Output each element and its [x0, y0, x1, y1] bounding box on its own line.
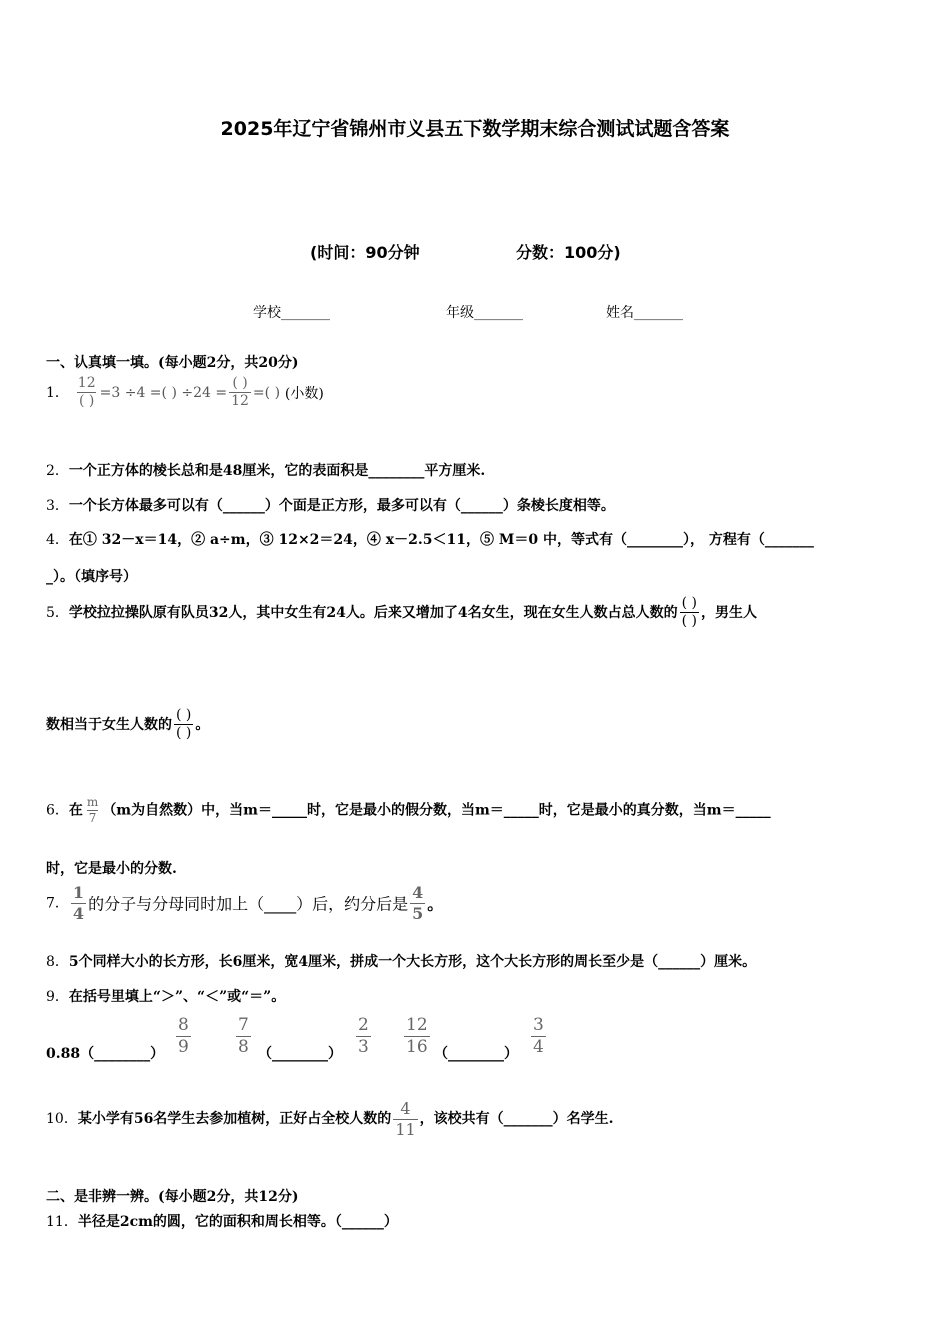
- question-text: 在① 32－x＝14，② a÷m，③ 12×2＝24，④ x－2.5＜11，⑤ M＝0 中，等式有（________）， 方程有（_______: [68, 532, 814, 548]
- question-text: 。: [427, 894, 444, 914]
- question-text: 的分子与分母同时加上（____）后，约分后是: [88, 894, 409, 914]
- numerator: 8: [178, 1015, 189, 1035]
- denominator: 8: [238, 1036, 249, 1057]
- denominator: ( ): [681, 613, 698, 630]
- numerator: 12: [77, 375, 96, 391]
- compare-item-3-left: [402, 1016, 432, 1056]
- question-tail: (小数): [284, 385, 324, 402]
- question-5-cont: [46, 708, 209, 742]
- question-6-cont: 时，它是最小的分数.: [46, 861, 177, 877]
- compare-item-1-fraction: [174, 1016, 193, 1056]
- time-info: (时间：90分钟: [310, 243, 420, 262]
- grade-field: 年级_______: [446, 305, 523, 321]
- denominator: 7: [88, 811, 97, 826]
- question-text: ，男生人: [701, 604, 758, 621]
- question-text: 一个长方体最多可以有（______）个面是正方形，最多可以有（______）条棱长度相等。: [68, 498, 615, 514]
- fraction: [404, 1016, 430, 1056]
- question-8: [46, 951, 756, 971]
- equation-text: =( ): [252, 384, 281, 401]
- fraction: [531, 1016, 546, 1056]
- compare-item-2-left: [234, 1016, 253, 1056]
- question-text: 。: [195, 716, 210, 733]
- denominator: 4: [72, 903, 85, 923]
- question-9: [46, 986, 285, 1006]
- numerator: 1: [72, 883, 85, 902]
- denominator: ( ): [176, 725, 192, 742]
- question-6: [46, 796, 771, 825]
- numerator: 4: [400, 1099, 411, 1118]
- fraction: [85, 796, 100, 825]
- question-10: [46, 1100, 614, 1138]
- question-number: 2．: [46, 463, 69, 479]
- fraction: [176, 1016, 191, 1056]
- question-1: [46, 376, 324, 410]
- question-3: [46, 495, 615, 515]
- question-5: [46, 596, 757, 630]
- denominator: 5: [412, 903, 424, 923]
- question-text: 在: [68, 802, 83, 819]
- denominator: 3: [358, 1036, 369, 1057]
- fraction: [229, 376, 251, 410]
- question-text: 某小学有56名学生去参加植树，正好占全校人数的: [77, 1111, 392, 1128]
- numerator: 2: [358, 1015, 369, 1035]
- equation-text: =3 ÷4 =( ) ÷24 =: [99, 384, 228, 401]
- denominator: 11: [395, 1119, 416, 1139]
- question-2: [46, 460, 485, 480]
- numerator: 12: [406, 1015, 428, 1035]
- score-info: 分数：100分): [516, 243, 621, 262]
- question-text: 半径是2cm的圆，它的面积和周长相等。（______）: [77, 1214, 398, 1230]
- denominator: ( ): [79, 393, 95, 410]
- fraction: [174, 708, 193, 742]
- numerator: ( ): [681, 595, 698, 611]
- fraction: [76, 376, 98, 410]
- compare-item-3-blank: （________）: [434, 1046, 518, 1062]
- fraction: [71, 884, 86, 922]
- question-number: 7．: [46, 895, 69, 912]
- denominator: 4: [533, 1036, 544, 1057]
- question-number: 1．: [46, 384, 69, 401]
- question-number: 4．: [46, 532, 69, 548]
- school-field: 学校_______: [253, 305, 330, 321]
- question-7: [46, 884, 443, 922]
- fraction: [410, 884, 425, 922]
- section-2-heading: 二、是非辨一辨。(每小题2分，共12分): [46, 1189, 299, 1205]
- fraction: [680, 596, 699, 630]
- compare-item-3-right: [529, 1016, 548, 1056]
- fraction: [356, 1016, 371, 1056]
- numerator: 4: [412, 883, 424, 902]
- fraction: [393, 1100, 417, 1138]
- numerator: ( ): [176, 707, 192, 723]
- denominator: 16: [406, 1036, 428, 1057]
- numerator: ( ): [232, 375, 248, 391]
- question-4: [46, 529, 814, 549]
- denominator: 9: [178, 1036, 189, 1057]
- question-number: 8．: [46, 954, 69, 970]
- question-number: 10．: [46, 1111, 78, 1128]
- fraction: [236, 1016, 251, 1056]
- name-field: 姓名_______: [606, 305, 683, 321]
- question-text: 学校拉拉操队原有队员32人，其中女生有24人。后来又增加了4名女生，现在女生人数占总人数的: [68, 604, 678, 621]
- question-text: 一个正方体的棱长总和是48厘米，它的表面积是________平方厘米.: [68, 463, 486, 479]
- compare-item-1-left: 0.88（________）: [46, 1046, 165, 1062]
- compare-item-2-blank: （________）: [258, 1046, 342, 1062]
- question-text: 数相当于女生人数的: [46, 716, 172, 733]
- question-number: 9．: [46, 989, 69, 1005]
- denominator: 12: [231, 393, 249, 410]
- question-number: 6．: [46, 802, 69, 819]
- numerator: 3: [533, 1015, 544, 1035]
- question-text: （m为自然数）中，当m＝_____时，它是最小的假分数，当m＝_____时，它是最小的真分数，当m＝_____: [102, 802, 771, 819]
- numerator: 7: [238, 1015, 249, 1035]
- question-4-cont: _）。（填序号）: [46, 569, 137, 585]
- page-title: 2025年辽宁省锦州市义县五下数学期末综合测试试题含答案: [220, 118, 730, 140]
- numerator: m: [86, 795, 99, 809]
- question-text: 在括号里填上“＞”、“＜”或“＝”。: [68, 989, 286, 1005]
- question-number: 3．: [46, 498, 69, 514]
- question-number: 11．: [46, 1214, 78, 1230]
- section-1-heading: 一、认真填一填。(每小题2分，共20分): [46, 355, 299, 371]
- question-text: ，该校共有（_______）名学生.: [419, 1111, 614, 1128]
- question-text: 5个同样大小的长方形，长6厘米，宽4厘米，拼成一个大长方形，这个大长方形的周长至少是（______）厘米。: [68, 954, 757, 970]
- compare-item-2-right: [354, 1016, 373, 1056]
- question-11: [46, 1211, 398, 1231]
- question-number: 5．: [46, 604, 69, 621]
